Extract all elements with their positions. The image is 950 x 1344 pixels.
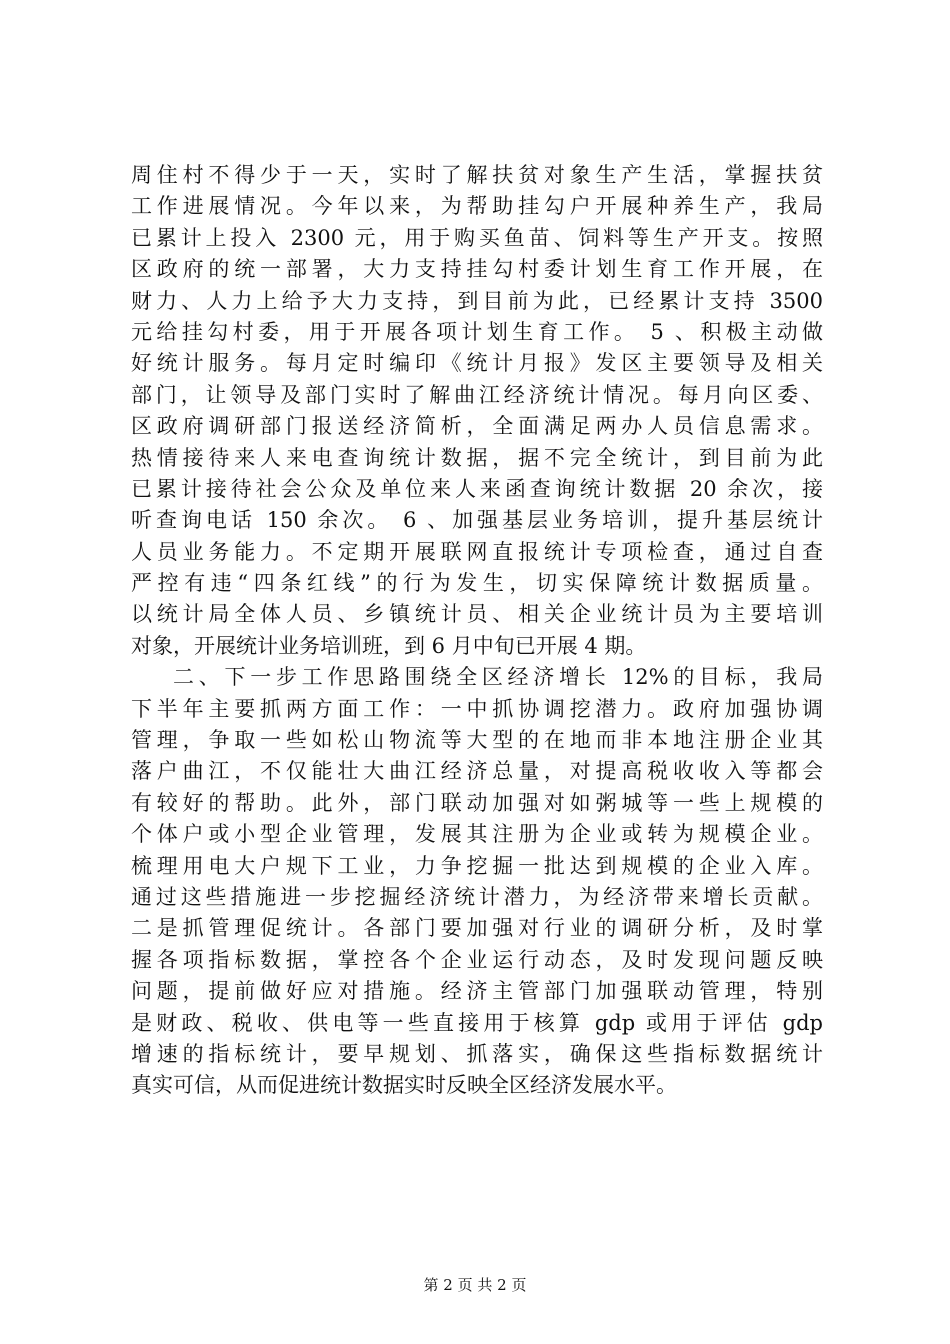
text-line: 握各项指标数据，掌控各个企业运行动态，及时发现问题反映 [131, 947, 823, 972]
text-line: 通过这些措施进一步挖掘经济统计潜力，为经济带来增长贡献。 [131, 884, 823, 909]
text-line: 严控有违“四条红线”的行为发生，切实保障统计数据质量。 [131, 571, 823, 596]
text-line: 对象，开展统计业务培训班，到 6 月中旬已开展 4 期。 [131, 633, 647, 658]
text-line: 已累计上投入 2300 元，用于购买鱼苗、饲料等生产开支。按照 [131, 225, 823, 250]
text-line: 财力、人力上给予大力支持，到目前为此，已经累计支持 3500 [131, 288, 823, 313]
text-line: 以统计局全体人员、乡镇统计员、相关企业统计员为主要培训 [131, 602, 823, 627]
text-line: 有较好的帮助。此外，部门联动加强对如粥城等一些上规模的 [131, 790, 823, 815]
text-line: 个体户或小型企业管理，发展其注册为企业或转为规模企业。 [131, 822, 823, 847]
page-footer: 第 2 页 共 2 页 [423, 1276, 527, 1294]
text-line: 工作进展情况。今年以来，为帮助挂勾户开展种养生产，我局 [131, 194, 823, 219]
text-line: 元给挂勾村委，用于开展各项计划生育工作。 5 、积极主动做 [131, 319, 823, 344]
text-line: 人员业务能力。不定期开展联网直报统计专项检查，通过自查 [131, 539, 823, 564]
text-line: 二是抓管理促统计。各部门要加强对行业的调研分析，及时掌 [131, 916, 823, 941]
text-line: 周住村不得少于一天，实时了解扶贫对象生产生活，掌握扶贫 [131, 163, 823, 187]
body-text [131, 160, 823, 1102]
text-line: 热情接待来人来电查询统计数据，据不完全统计，到目前为此 [131, 445, 823, 470]
text-line: 区政府调研部门报送经济简析，全面满足两办人员信息需求。 [131, 414, 823, 439]
text-line: 梳理用电大户规下工业，力争挖掘一批达到规模的企业入库。 [131, 853, 823, 878]
text-line: 区政府的统一部署，大力支持挂勾村委计划生育工作开展，在 [131, 257, 823, 282]
text-line: 听查询电话 150 余次。 6 、加强基层业务培训，提升基层统计 [131, 508, 823, 533]
text-line: 下半年主要抓两方面工作：一中抓协调挖潜力。政府加强协调 [131, 696, 823, 721]
text-line: 问题，提前做好应对措施。经济主管部门加强联动管理，特别 [131, 979, 823, 1004]
text-line: 已累计接待社会公众及单位来人来函查询统计数据 20 余次，接 [131, 476, 823, 501]
text-line: 是财政、税收、供电等一些直接用于核算 gdp 或用于评估 gdp [131, 1010, 823, 1035]
text-line: 增速的指标统计，要早规划、抓落实，确保这些指标数据统计 [131, 1041, 823, 1066]
text-line: 真实可信，从而促进统计数据实时反映全区经济发展水平。 [131, 1073, 677, 1098]
text-line: 落户曲江，不仅能壮大曲江经济总量，对提高税收收入等都会 [131, 759, 823, 784]
text-line: 二、下一步工作思路围绕全区经济增长 12%的目标，我局 [173, 665, 823, 690]
text-line: 好统计服务。每月定时编印《统计月报》发区主要领导及相关 [131, 351, 823, 376]
text-line: 部门，让领导及部门实时了解曲江经济统计情况。每月向区委、 [131, 382, 823, 407]
text-line: 管理，争取一些如松山物流等大型的在地而非本地注册企业其 [131, 728, 823, 753]
